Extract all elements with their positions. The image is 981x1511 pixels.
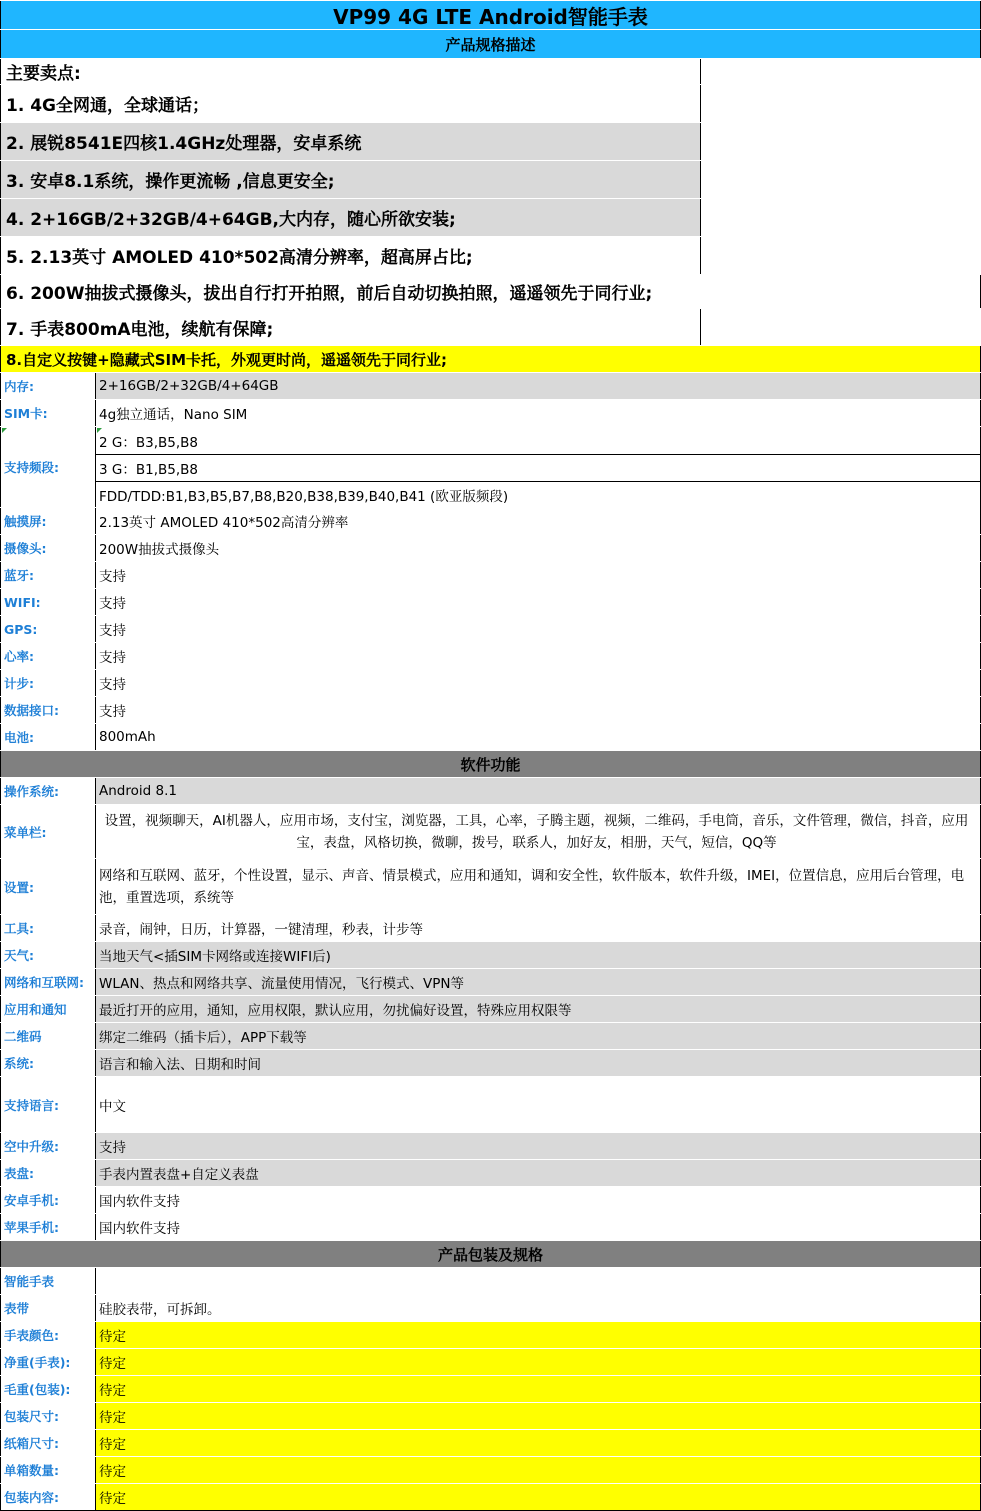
spec-label: 操作系统: [0,778,96,804]
spec-value: 最近打开的应用，通知，应用权限，默认应用，勿扰偏好设置，特殊应用权限等 [96,996,981,1022]
spec-label: 工具: [0,915,96,941]
spec-value: 待定 [96,1457,981,1483]
spec-value: 国内软件支持 [96,1187,981,1213]
spec-value: 中文 [96,1077,981,1132]
spec-value: FDD/TDD:B1,B3,B5,B7,B8,B20,B38,B39,B40,B41 (欧亚版频段) [96,481,981,508]
spec-label: 智能手表 [0,1268,96,1294]
spec-label: 菜单栏: [0,805,96,858]
spec-value: 800mAh [96,724,981,750]
spec-label: 毛重(包装): [0,1376,96,1402]
spec-value: 录音，闹钟，日历，计算器，一键清理，秒表，计步等 [96,915,981,941]
spec-value: 待定 [96,1403,981,1429]
spec-value: 硅胶表带，可拆卸。 [96,1295,981,1321]
spec-value: 200W抽拔式摄像头 [96,535,981,561]
spec-label: 蓝牙: [0,562,96,588]
feature-item: 1. 4G全网通，全球通话； [0,85,701,122]
feature-item: 7. 手表800mA电池，续航有保障; [0,309,701,345]
spec-label: 摄像头: [0,535,96,561]
spec-value: 3 G：B1,B5,B8 [96,454,981,481]
section-header-software: 软件功能 [0,751,981,777]
spec-label: 电池: [0,724,96,750]
spec-label: 净重(手表): [0,1349,96,1375]
spec-value: 语言和输入法、日期和时间 [96,1050,981,1076]
spec-label: 包装尺寸: [0,1403,96,1429]
spec-label: 数据接口: [0,697,96,723]
spec-label: WIFI: [0,589,96,615]
spec-label: 手表颜色: [0,1322,96,1348]
spec-value: 2 G：B3,B5,B8 [96,427,981,454]
cell-marker-icon [2,428,7,433]
spec-label: 应用和通知 [0,996,96,1022]
feature-item-highlight: 8.自定义按键+隐藏式SIM卡托，外观更时尚，遥遥领先于同行业; [0,346,981,372]
spec-value [96,1268,981,1294]
spec-label: SIM卡: [0,400,96,426]
feature-item: 3. 安卓8.1系统，操作更流畅 ,信息更安全; [0,161,701,198]
page-title: VP99 4G LTE Android智能手表 [0,1,981,29]
spec-value: 手表内置表盘+自定义表盘 [96,1160,981,1186]
spec-value: 待定 [96,1484,981,1510]
spec-value: 待定 [96,1376,981,1402]
spec-label: 二维码 [0,1023,96,1049]
spec-label: 天气: [0,942,96,968]
spec-label: 支持语言: [0,1077,96,1132]
spec-label: 苹果手机: [0,1214,96,1240]
spec-value: 待定 [96,1322,981,1348]
feature-item: 5. 2.13英寸 AMOLED 410*502高清分辨率，超高屏占比; [0,237,701,274]
spec-label: 网络和互联网: [0,969,96,995]
spec-value: 2.13英寸 AMOLED 410*502高清分辨率 [96,508,981,534]
spec-value: 绑定二维码（插卡后），APP下载等 [96,1023,981,1049]
spec-value: 支持 [96,562,981,588]
feature-item: 2. 展锐8541E四核1.4GHz处理器，安卓系统 [0,123,701,160]
spec-value: 待定 [96,1349,981,1375]
spec-label: 表带 [0,1295,96,1321]
spec-label: 触摸屏: [0,508,96,534]
spec-value: 网络和互联网、蓝牙，个性设置，显示、声音、情景模式，应用和通知，调和安全性，软件版本，软件升级，IMEI，位置信息，应用后台管理，电池，重置选项，系统等 [96,859,981,914]
spec-label: 空中升级: [0,1133,96,1159]
spec-value: 待定 [96,1430,981,1456]
spec-label: 心率: [0,643,96,669]
spec-label: 安卓手机: [0,1187,96,1213]
spec-label: 计步: [0,670,96,696]
spec-value: 支持 [96,1133,981,1159]
spec-value: 支持 [96,697,981,723]
spec-value: 支持 [96,589,981,615]
spec-label: 包装内容: [0,1484,96,1510]
section-header-spec: 产品规格描述 [0,30,981,58]
spec-value: Android 8.1 [96,778,981,804]
spec-label: 表盘: [0,1160,96,1186]
spec-value: 2+16GB/2+32GB/4+64GB [96,373,981,399]
spec-value: 当地天气<插SIM卡网络或连接WIFI后) [96,942,981,968]
spec-value: 设置，视频聊天，AI机器人，应用市场，支付宝，浏览器，工具，心率，子腾主题，视频，二维码，手电筒，音乐，文件管理，微信，抖音，应用宝，表盘，风格切换，微聊，拨号，联系人，加好友，相册，天气，短信，QQ等 [96,805,981,858]
spec-label: 纸箱尺寸: [0,1430,96,1456]
spec-label: 内存: [0,373,96,399]
spec-label: GPS: [0,616,96,642]
feature-item: 4. 2+16GB/2+32GB/4+64GB,大内存，随心所欲安装; [0,199,701,236]
spec-value: 支持 [96,643,981,669]
feature-item: 6. 200W抽拔式摄像头，拔出自行打开拍照，前后自动切换拍照，遥遥领先于同行业; [0,275,981,308]
spec-label: 单箱数量: [0,1457,96,1483]
spec-value: WLAN、热点和网络共享、流量使用情况，飞行模式、VPN等 [96,969,981,995]
features-heading: 主要卖点: [0,59,701,84]
spec-value: 国内软件支持 [96,1214,981,1240]
spec-value: 4g独立通话，Nano SIM [96,400,981,426]
spec-label: 设置: [0,859,96,914]
spec-value: 支持 [96,616,981,642]
cell-marker-icon [97,428,102,433]
spec-value: 支持 [96,670,981,696]
section-header-package: 产品包装及规格 [0,1241,981,1267]
spec-label: 系统: [0,1050,96,1076]
spec-label: 支持频段: [0,427,96,507]
